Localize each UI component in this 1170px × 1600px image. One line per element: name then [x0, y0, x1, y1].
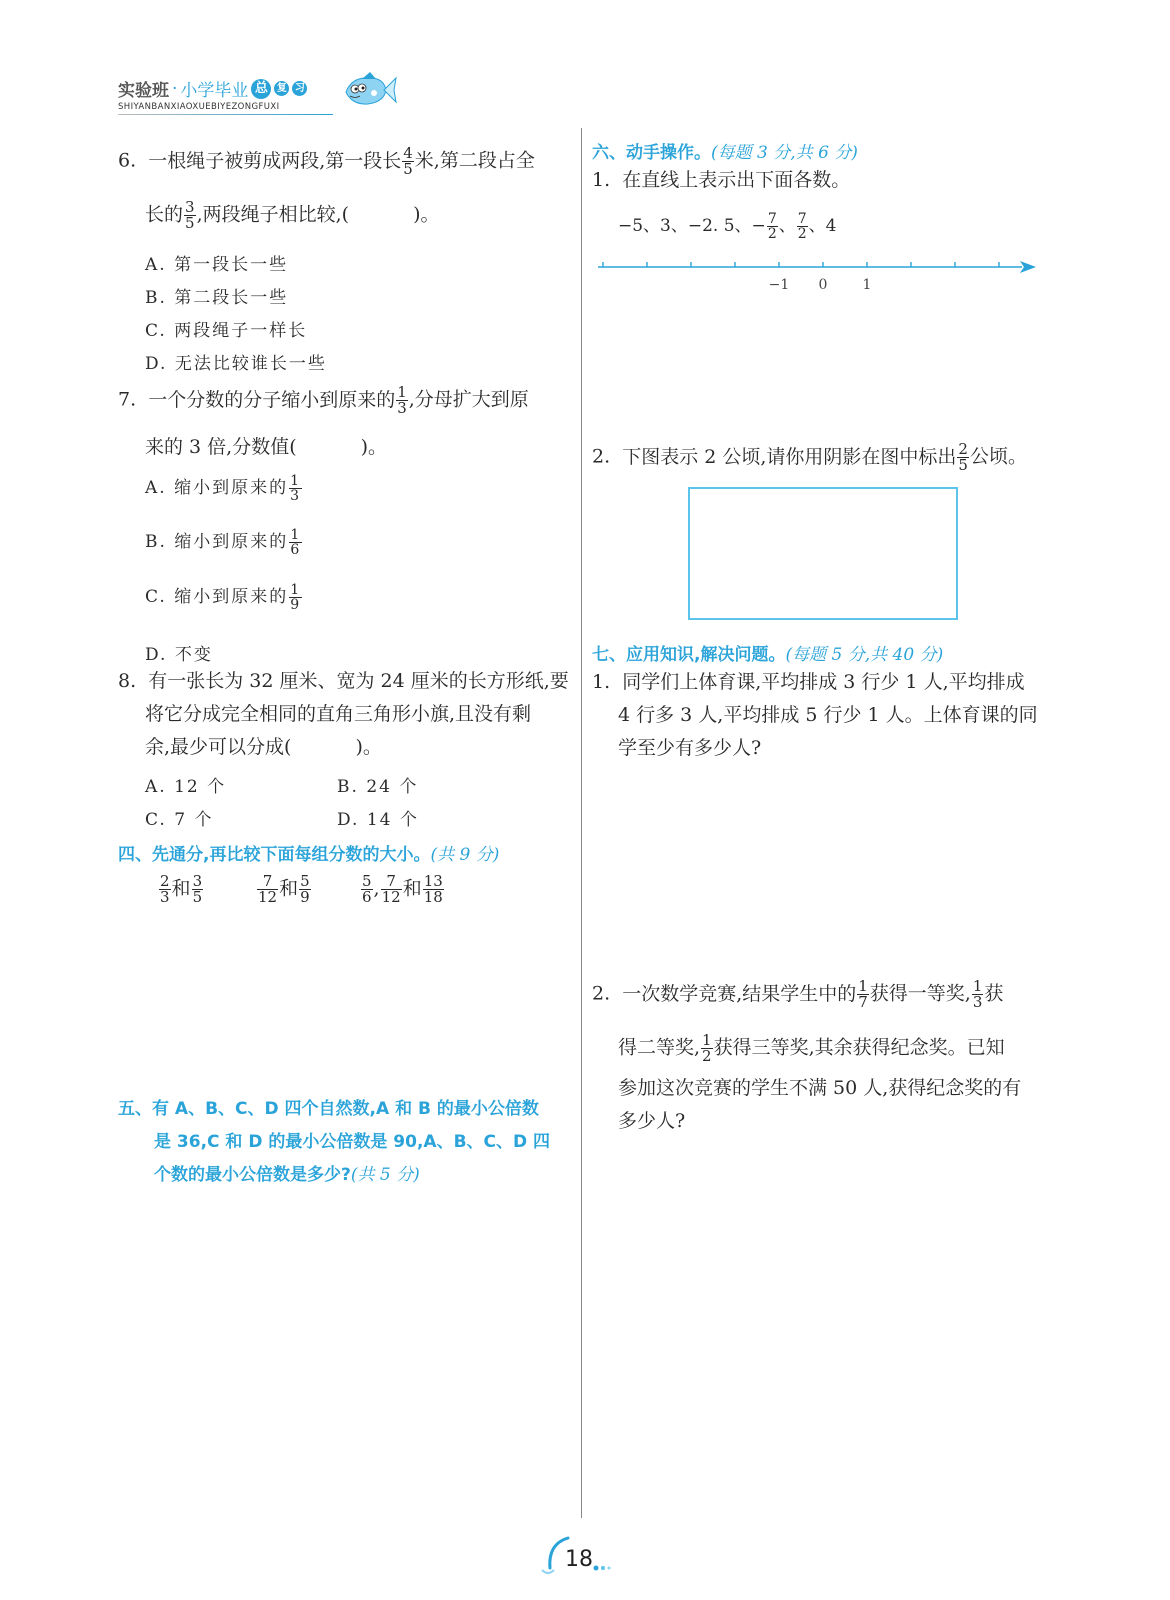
numerator: 1 [290, 527, 302, 543]
numerator: 4 [403, 144, 413, 162]
denominator: 5 [403, 160, 413, 178]
numerator: 1 [397, 383, 407, 401]
numerator: 7 [797, 211, 807, 227]
numerator: 7 [386, 872, 396, 890]
option-label: B. [145, 288, 167, 308]
fraction [423, 874, 444, 905]
fraction [159, 874, 171, 905]
option-fraction [289, 583, 302, 612]
denominator: 6 [362, 888, 372, 906]
numerator: 5 [362, 872, 372, 890]
option-label: C. [145, 810, 167, 830]
r-p1-line1 [592, 673, 1025, 692]
numerator: 1 [858, 977, 868, 995]
r-q1-text: 在直线上表示出下面各数。 [622, 169, 851, 191]
fraction [299, 874, 311, 905]
denominator: 3 [290, 488, 302, 504]
numerator: 1 [702, 1031, 712, 1049]
q7-number: 7. [118, 388, 137, 411]
r-q1-numbers [618, 212, 836, 241]
q8-option-b[interactable] [337, 772, 418, 797]
section-4-title: 四、先通分,再比较下面每组分数的大小。 [118, 845, 431, 865]
fraction [797, 212, 808, 241]
r-q2-text-a: 下图表示 2 公顷,请你用阴影在图中标出 [622, 445, 957, 468]
q6-text-2b: ,两段绳子相比较,( [196, 203, 350, 226]
denominator: 2 [767, 226, 777, 242]
option-label: A. [145, 478, 167, 498]
denominator: 3 [972, 993, 983, 1011]
numerator: 1 [290, 473, 302, 489]
q7-option-b[interactable] [145, 527, 303, 557]
denominator: 9 [300, 888, 310, 906]
section-5-line3 [154, 1160, 420, 1185]
numbers-text-a: −5、3、−2. 5、− [618, 216, 766, 236]
option-label: C. [145, 321, 167, 341]
option-label: D. [145, 354, 168, 374]
r-p2-text-1c: 获 [984, 982, 1004, 1005]
logo-bubble-xi: 习 [292, 81, 307, 96]
q7-text-2a: 来的 3 倍,分数值( [145, 436, 297, 458]
r-p2-line3: 参加这次竞赛的学生不满 50 人,获得纪念奖的有 [618, 1077, 1022, 1099]
option-label: B. [337, 777, 359, 797]
option-text: 第一段长一些 [174, 255, 289, 275]
fraction [701, 1033, 713, 1064]
q8-line3 [145, 738, 382, 757]
numerator: 1 [290, 582, 302, 598]
denominator: 2 [702, 1047, 712, 1065]
q6-option-d[interactable] [145, 349, 327, 374]
fraction [857, 979, 869, 1010]
denominator: 3 [397, 399, 407, 417]
option-text: 缩小到原来的 [174, 587, 289, 607]
q6-option-b[interactable] [145, 283, 288, 308]
q8-number: 8. [118, 670, 137, 692]
q6-text-2a: 长的 [145, 203, 184, 226]
q6-text-1b: 米,第二段占全 [414, 149, 535, 172]
logo-dot: · [172, 78, 178, 99]
q8-option-a[interactable] [145, 772, 226, 797]
fish-mascot-icon [340, 70, 398, 110]
q8-line1 [118, 672, 569, 691]
q7-text-1b: ,分母扩大到原 [408, 388, 529, 411]
option-label: D. [337, 810, 360, 830]
q8-text-3a: 余,最少可以分成( [145, 736, 292, 758]
numerator: 7 [767, 211, 777, 227]
section-4-heading [118, 840, 499, 865]
separator: , [373, 877, 380, 900]
q7-line1 [118, 385, 529, 416]
q7-option-a[interactable] [145, 473, 303, 503]
option-text: 缩小到原来的 [174, 478, 289, 498]
option-text: 12 个 [174, 777, 227, 797]
r-p2-text-1a: 一次数学竞赛,结果学生中的 [622, 982, 857, 1005]
option-text: 24 个 [366, 777, 419, 797]
q6-option-a[interactable] [145, 250, 288, 275]
q7-option-c[interactable] [145, 582, 303, 612]
numerator: 13 [423, 872, 443, 890]
section-7-heading [592, 640, 943, 665]
option-text: 7 个 [174, 810, 214, 830]
q7-line2 [145, 438, 387, 457]
hectare-rectangle[interactable] [688, 487, 958, 620]
numerator: 3 [192, 872, 203, 890]
option-fraction [289, 474, 302, 503]
r-p2-text-2b: 获得三等奖,其余获得纪念奖。已知 [713, 1036, 1005, 1059]
section-5-line1: 五、有 A、B、C、D 四个自然数,A 和 B 的最小公倍数 [118, 1099, 539, 1119]
r-p2-line1 [592, 979, 1003, 1010]
fraction-group-1 [158, 874, 204, 905]
option-text: 无法比较谁长一些 [174, 354, 327, 374]
q6-text-2c: )。 [413, 203, 440, 226]
q8-option-d[interactable] [337, 805, 419, 830]
option-label: A. [145, 255, 167, 275]
r-p2-text-1b: 获得一等奖, [869, 982, 971, 1005]
number-line[interactable] [590, 255, 1040, 295]
fraction [257, 874, 278, 905]
separator: 和 [402, 877, 422, 900]
fraction [767, 212, 778, 241]
logo-bubble-fu: 复 [274, 81, 289, 96]
number-line-arrow-icon [1020, 261, 1036, 273]
section-4-points: (共 9 分) [430, 845, 500, 865]
numerator: 2 [958, 440, 968, 458]
fraction [957, 442, 969, 473]
r-p1-text-1: 同学们上体育课,平均排成 3 行少 1 人,平均排成 [622, 671, 1025, 693]
fraction [192, 874, 204, 905]
r-p2-number: 2. [592, 982, 611, 1005]
numerator: 5 [300, 872, 310, 890]
q7-text-1a: 一个分数的分子缩小到原来的 [148, 388, 396, 411]
r-p2-line4: 多少人? [618, 1110, 686, 1132]
q8-text-1: 有一张长为 32 厘米、宽为 24 厘米的长方形纸,要 [148, 670, 569, 692]
fraction [381, 874, 402, 905]
numerator: 1 [972, 977, 983, 995]
option-text: 不变 [174, 645, 213, 665]
q7-fraction-1 [396, 385, 408, 416]
numbers-text-b: 、4 [808, 216, 837, 236]
section-6-heading [592, 138, 858, 163]
section-6-title: 六、动手操作。 [592, 143, 711, 163]
logo-title-part2: 小学毕业 [180, 81, 249, 101]
denominator: 12 [381, 888, 401, 906]
fraction [972, 979, 984, 1010]
header-logo [118, 76, 333, 115]
option-label: C. [145, 587, 167, 607]
denominator: 18 [423, 888, 443, 906]
section-6-points: (每题 3 分,共 6 分) [711, 143, 858, 163]
fraction [361, 874, 373, 905]
option-label: A. [145, 777, 167, 797]
numerator: 2 [160, 872, 170, 890]
section-7-title: 七、应用知识,解决问题。 [592, 645, 786, 665]
option-label: D. [145, 645, 168, 665]
option-label: B. [145, 532, 167, 552]
option-text: 缩小到原来的 [174, 532, 289, 552]
fraction-group-2 [256, 874, 312, 905]
tick-label-1: 1 [862, 277, 872, 293]
r-q2-text-b: 公顷。 [969, 445, 1027, 468]
option-text: 两段绳子一样长 [174, 321, 308, 341]
numerator: 7 [262, 872, 273, 890]
option-fraction [289, 528, 302, 557]
separator: 和 [279, 877, 299, 900]
q6-fraction-1 [402, 146, 414, 177]
separator: 和 [171, 877, 191, 900]
r-q2-number: 2. [592, 445, 611, 468]
logo-bubble-zong: 总 [251, 79, 271, 99]
q8-line2: 将它分成完全相同的直角三角形小旗,且没有剩 [145, 703, 532, 725]
fraction-group-3 [360, 874, 445, 905]
q6-line1 [118, 146, 535, 177]
logo-underline [118, 114, 333, 115]
r-p2-line2 [618, 1033, 1005, 1064]
denominator: 9 [290, 597, 302, 613]
tick-label-0: 0 [818, 277, 828, 293]
logo-subtitle: SHIYANBANXIAOXUEBIYEZONGFUXI [118, 102, 280, 112]
q6-option-c[interactable] [145, 316, 307, 341]
numerator: 3 [185, 198, 195, 216]
denominator: 5 [192, 888, 203, 906]
denominator: 6 [290, 542, 302, 558]
denominator: 5 [958, 456, 968, 474]
q8-option-c[interactable] [145, 805, 213, 830]
q6-line2 [145, 200, 439, 231]
page-number: 18 [565, 1547, 593, 1572]
r-p1-line3: 学至少有多少人? [618, 737, 762, 759]
denominator: 12 [258, 888, 278, 906]
q6-number: 6. [118, 149, 137, 172]
section-5-text: 个数的最小公倍数是多少? [154, 1165, 351, 1185]
denominator: 7 [858, 993, 868, 1011]
tick-label-neg1: −1 [768, 277, 790, 293]
logo-title-part1: 实验班 [118, 81, 169, 101]
option-text: 第二段长一些 [174, 288, 289, 308]
q7-option-d[interactable] [145, 640, 213, 665]
denominator: 5 [185, 214, 195, 232]
denominator: 3 [160, 888, 170, 906]
section-5-line2: 是 36,C 和 D 的最小公倍数是 90,A、B、C、D 四 [154, 1132, 551, 1152]
column-divider [581, 128, 582, 1518]
q6-fraction-2 [184, 200, 196, 231]
section-7-points: (每题 5 分,共 40 分) [785, 645, 944, 665]
separator: 、 [778, 216, 796, 236]
r-q1-line [592, 171, 850, 190]
r-p1-number: 1. [592, 671, 611, 693]
option-text: 14 个 [366, 810, 419, 830]
r-q2-line [592, 442, 1027, 473]
q8-text-3b: )。 [355, 736, 382, 758]
r-p1-line2: 4 行多 3 人,平均排成 5 行少 1 人。上体育课的同 [618, 704, 1038, 726]
q7-text-2b: )。 [360, 436, 388, 458]
section-5-points: (共 5 分) [350, 1165, 420, 1185]
denominator: 2 [797, 226, 807, 242]
q6-text-1a: 一根绳子被剪成两段,第一段长 [148, 149, 402, 172]
r-p2-text-2a: 得二等奖, [618, 1036, 701, 1059]
r-q1-number: 1. [592, 169, 611, 191]
